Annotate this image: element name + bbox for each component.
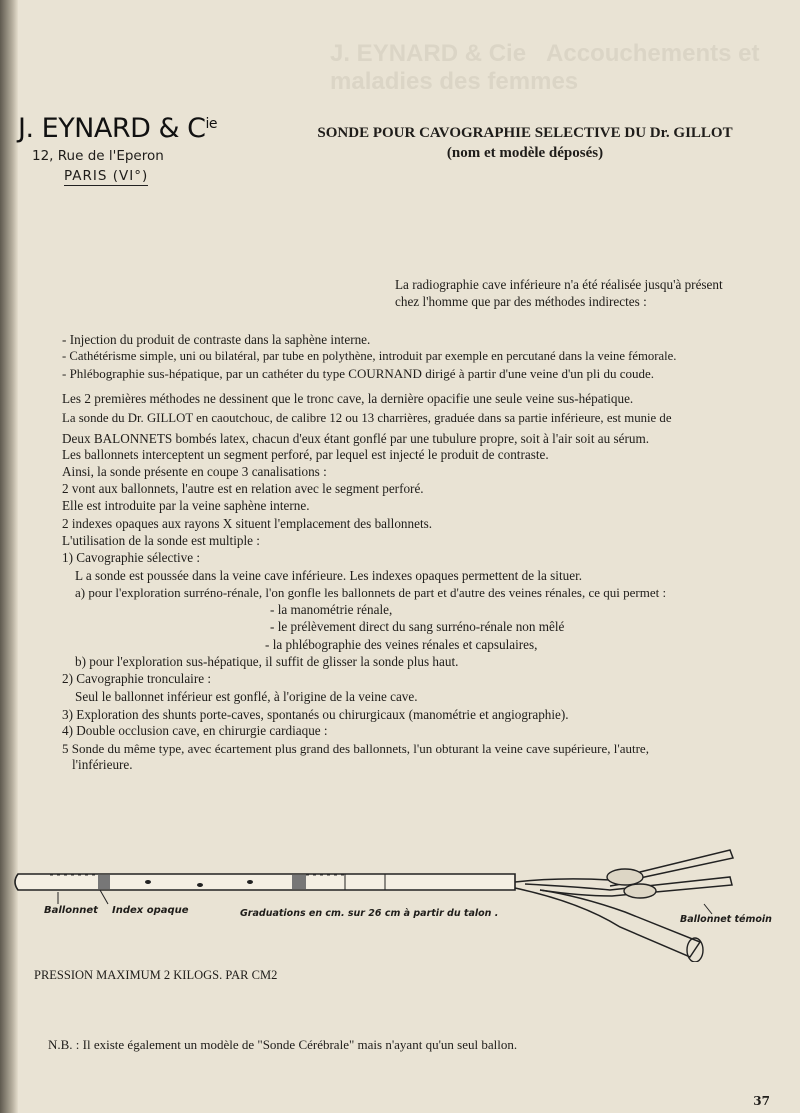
opaque-index bbox=[292, 875, 306, 889]
company-name: J. EYNARD & $C^{ie}$ bbox=[18, 113, 217, 144]
pointer-arrow bbox=[704, 904, 712, 914]
body-line: 2 indexes opaques aux rayons X situent l'emplacement des ballonnets. bbox=[62, 516, 433, 531]
body-line: 5 Sonde du même type, avec écartement plus grand des ballonnets, l'un obturant la veine cave supérieure, l'autre, bbox=[62, 741, 649, 756]
company-letterhead bbox=[18, 113, 217, 186]
intro-line-2: chez l'homme que par des méthodes indirectes : bbox=[395, 294, 647, 309]
body-line: b) pour l'exploration sus-hépatique, il suffit de glisser la sonde plus haut. bbox=[75, 654, 459, 669]
document-title bbox=[270, 123, 780, 163]
title-subline: (nom et modèle déposés) bbox=[446, 145, 604, 161]
company-city: PARIS (VI°) bbox=[64, 168, 149, 184]
perforation bbox=[145, 880, 151, 884]
body-line: - le prélèvement direct du sang surréno-rénale non mêlé bbox=[270, 619, 565, 634]
opaque-index bbox=[98, 875, 110, 889]
method-item: - Cathétérisme simple, uni ou bilatéral, par tube en polythène, introduit par exemple en percutané dans la veine fémorale. bbox=[62, 349, 677, 363]
perforation bbox=[247, 880, 253, 884]
method-item: - Phlébographie sus-hépatique, par un cathéter du type COURNAND dirigé à partir d'une veine d'un pli du coude. bbox=[62, 366, 655, 381]
perforation bbox=[197, 883, 203, 887]
label-graduations: Graduations en cm. sur 26 cm à partir du talon . bbox=[240, 908, 499, 919]
body-line: 1) Cavographie sélective : bbox=[62, 550, 201, 565]
body-line: a) pour l'exploration surréno-rénale, l'on gonfle les ballonnets de part et d'autre des veines rénales, ce qui permet : bbox=[75, 585, 667, 600]
body-line: 3) Exploration des shunts porte-caves, spontanés ou chirurgicaux (manométrie et angiographie). bbox=[62, 707, 569, 722]
body-line: Les ballonnets interceptent un segment perforé, par lequel est injecté le produit de contraste. bbox=[62, 447, 549, 462]
catheter-diagram bbox=[0, 832, 800, 962]
title-line: SONDE POUR CAVOGRAPHIE SELECTIVE DU Dr. GILLOT bbox=[317, 125, 733, 141]
pressure-note: PRESSION MAXIMUM 2 KILOGS. PAR CM2 bbox=[34, 968, 278, 982]
body-line: Deux BALONNETS bombés latex, chacun d'eux étant gonflé par une tubulure propre, soit à l'air soit au sérum. bbox=[62, 431, 650, 446]
body-line: Les 2 premières méthodes ne dessinent que le tronc cave, la dernière opacifie une seule veine sus-hépatique. bbox=[62, 391, 634, 406]
bleed-through-text: J. EYNARD & Cie Accouchements et maladies des femmes bbox=[330, 40, 760, 95]
label-ballonnet: Ballonnet bbox=[44, 905, 98, 916]
page-number: 37 bbox=[753, 1094, 770, 1108]
body-line: L'utilisation de la sonde est multiple : bbox=[62, 533, 260, 548]
body-line: l'inférieure. bbox=[72, 757, 133, 772]
body-line: 2 vont aux ballonnets, l'autre est en relation avec le segment perforé. bbox=[62, 481, 424, 496]
main-tube-branch bbox=[515, 888, 700, 957]
body-line: - la manométrie rénale, bbox=[270, 602, 393, 617]
body-line: - la phlébographie des veines rénales et capsulaires, bbox=[265, 637, 538, 652]
label-index-opaque: Index opaque bbox=[112, 905, 189, 916]
body-line: Elle est introduite par la veine saphène interne. bbox=[62, 498, 310, 513]
nb-note: N.B. : Il existe également un modèle de "Sonde Cérébrale" mais n'ayant qu'un seul ballon. bbox=[48, 1037, 518, 1052]
body-line: Seul le ballonnet inférieur est gonflé, à l'origine de la veine cave. bbox=[75, 689, 418, 704]
pointer-arrow bbox=[100, 890, 108, 904]
body-line: La sonde du Dr. GILLOT en caoutchouc, de calibre 12 ou 13 charrières, graduée dans sa partie inférieure, est munie de bbox=[62, 411, 672, 425]
body-line: Ainsi, la sonde présente en coupe 3 canalisations : bbox=[62, 464, 327, 479]
body-line: 4) Double occlusion cave, en chirurgie cardiaque : bbox=[62, 723, 328, 738]
balloon-upper bbox=[607, 869, 643, 885]
label-ballonnet-temoin: Ballonnet témoin bbox=[680, 914, 772, 925]
method-item: - Injection du produit de contraste dans la saphène interne. bbox=[62, 332, 371, 347]
catheter-tube bbox=[15, 874, 515, 890]
intro-line-1: La radiographie cave inférieure n'a été réalisée jusqu'à présent bbox=[395, 277, 723, 292]
balloon-temoin bbox=[624, 884, 656, 898]
company-address: 12, Rue de l'Eperon bbox=[32, 148, 164, 164]
body-line: L a sonde est poussée dans la veine cave inférieure. Les indexes opaques permettent de la situer. bbox=[75, 568, 583, 583]
body-line: 2) Cavographie tronculaire : bbox=[62, 671, 212, 686]
